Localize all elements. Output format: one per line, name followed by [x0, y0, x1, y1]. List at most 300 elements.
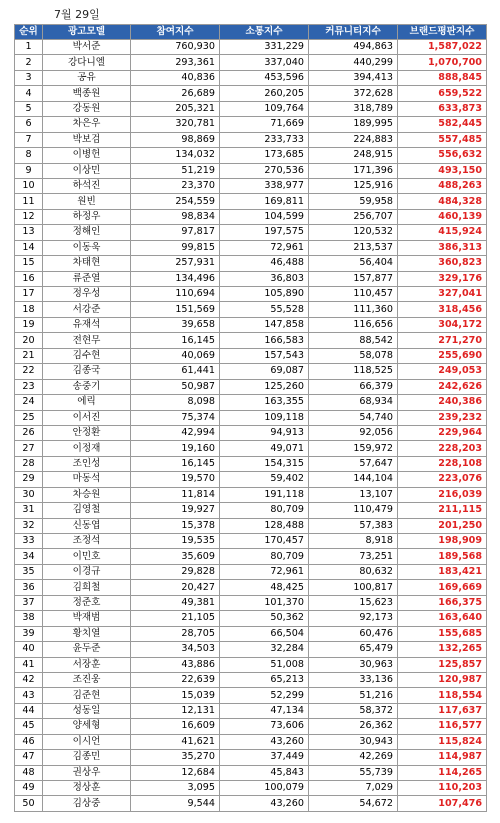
- cell-community: 13,107: [309, 487, 398, 502]
- cell-rank: 37: [15, 595, 43, 610]
- cell-participation: 40,069: [131, 348, 220, 363]
- table-row: [15, 256, 487, 271]
- cell-participation: 49,381: [131, 595, 220, 610]
- cell-model-name: 이정재: [43, 441, 131, 456]
- table-row: [15, 333, 487, 348]
- cell-brand-index: 659,522: [398, 86, 487, 101]
- table-row: [15, 425, 487, 440]
- cell-community: 57,383: [309, 518, 398, 533]
- cell-communication: 43,260: [220, 734, 309, 749]
- table-row: [15, 70, 487, 85]
- cell-brand-index: 582,445: [398, 117, 487, 132]
- cell-brand-index: 460,139: [398, 209, 487, 224]
- cell-community: 111,360: [309, 302, 398, 317]
- cell-participation: 16,145: [131, 456, 220, 471]
- cell-community: 57,647: [309, 456, 398, 471]
- header-participation: 참여지수: [131, 25, 220, 40]
- cell-participation: 134,496: [131, 271, 220, 286]
- cell-communication: 45,843: [220, 765, 309, 780]
- cell-communication: 260,205: [220, 86, 309, 101]
- cell-participation: 97,817: [131, 225, 220, 240]
- cell-brand-index: 304,172: [398, 317, 487, 332]
- cell-brand-index: 386,313: [398, 240, 487, 255]
- cell-brand-index: 228,203: [398, 441, 487, 456]
- table-row: [15, 672, 487, 687]
- cell-community: 171,396: [309, 163, 398, 178]
- cell-brand-index: 556,632: [398, 148, 487, 163]
- cell-brand-index: 271,270: [398, 333, 487, 348]
- cell-brand-index: 557,485: [398, 132, 487, 147]
- cell-community: 440,299: [309, 55, 398, 70]
- cell-rank: 43: [15, 688, 43, 703]
- cell-participation: 21,105: [131, 611, 220, 626]
- cell-community: 372,628: [309, 86, 398, 101]
- cell-model-name: 원빈: [43, 194, 131, 209]
- cell-community: 68,934: [309, 395, 398, 410]
- cell-community: 66,379: [309, 379, 398, 394]
- cell-communication: 50,362: [220, 611, 309, 626]
- cell-communication: 80,709: [220, 503, 309, 518]
- cell-communication: 69,087: [220, 364, 309, 379]
- cell-rank: 48: [15, 765, 43, 780]
- cell-model-name: 황치열: [43, 626, 131, 641]
- cell-participation: 15,039: [131, 688, 220, 703]
- cell-community: 248,915: [309, 148, 398, 163]
- table-row: [15, 657, 487, 672]
- cell-participation: 98,869: [131, 132, 220, 147]
- cell-brand-index: 1,587,022: [398, 40, 487, 55]
- cell-model-name: 조정석: [43, 534, 131, 549]
- table-row: [15, 86, 487, 101]
- cell-participation: 42,994: [131, 425, 220, 440]
- cell-community: 65,479: [309, 642, 398, 657]
- cell-participation: 39,658: [131, 317, 220, 332]
- cell-rank: 23: [15, 379, 43, 394]
- header-row: [15, 25, 487, 40]
- cell-participation: 28,705: [131, 626, 220, 641]
- cell-communication: 157,543: [220, 348, 309, 363]
- cell-communication: 270,536: [220, 163, 309, 178]
- cell-brand-index: 107,476: [398, 796, 487, 811]
- cell-communication: 154,315: [220, 456, 309, 471]
- table-row: [15, 194, 487, 209]
- cell-rank: 17: [15, 287, 43, 302]
- cell-brand-index: 166,375: [398, 595, 487, 610]
- table-row: [15, 595, 487, 610]
- cell-rank: 46: [15, 734, 43, 749]
- cell-rank: 13: [15, 225, 43, 240]
- cell-rank: 47: [15, 750, 43, 765]
- cell-communication: 169,811: [220, 194, 309, 209]
- table-row: [15, 503, 487, 518]
- table-row: [15, 688, 487, 703]
- cell-brand-index: 155,685: [398, 626, 487, 641]
- cell-model-name: 차태현: [43, 256, 131, 271]
- cell-community: 189,995: [309, 117, 398, 132]
- cell-rank: 33: [15, 534, 43, 549]
- cell-model-name: 김영철: [43, 503, 131, 518]
- cell-rank: 18: [15, 302, 43, 317]
- cell-model-name: 안정환: [43, 425, 131, 440]
- cell-brand-index: 114,987: [398, 750, 487, 765]
- cell-model-name: 하정우: [43, 209, 131, 224]
- cell-brand-index: 1,070,700: [398, 55, 487, 70]
- cell-rank: 16: [15, 271, 43, 286]
- cell-participation: 293,361: [131, 55, 220, 70]
- cell-brand-index: 201,250: [398, 518, 487, 533]
- cell-participation: 22,639: [131, 672, 220, 687]
- cell-brand-index: 169,669: [398, 580, 487, 595]
- cell-communication: 73,606: [220, 719, 309, 734]
- cell-brand-index: 633,873: [398, 101, 487, 116]
- cell-community: 394,413: [309, 70, 398, 85]
- cell-community: 88,542: [309, 333, 398, 348]
- cell-participation: 35,270: [131, 750, 220, 765]
- cell-community: 51,216: [309, 688, 398, 703]
- cell-brand-index: 228,108: [398, 456, 487, 471]
- cell-rank: 6: [15, 117, 43, 132]
- cell-rank: 21: [15, 348, 43, 363]
- cell-model-name: 김상중: [43, 796, 131, 811]
- cell-model-name: 전현무: [43, 333, 131, 348]
- cell-communication: 32,284: [220, 642, 309, 657]
- cell-communication: 71,669: [220, 117, 309, 132]
- table-row: [15, 271, 487, 286]
- cell-community: 125,916: [309, 178, 398, 193]
- cell-brand-index: 120,987: [398, 672, 487, 687]
- cell-communication: 233,733: [220, 132, 309, 147]
- header-communication: 소통지수: [220, 25, 309, 40]
- table-row: [15, 302, 487, 317]
- cell-model-name: 김종민: [43, 750, 131, 765]
- date-label: 7월 29일: [54, 8, 100, 21]
- cell-participation: 16,145: [131, 333, 220, 348]
- cell-community: 144,104: [309, 472, 398, 487]
- cell-community: 54,672: [309, 796, 398, 811]
- cell-rank: 35: [15, 564, 43, 579]
- cell-model-name: 조인성: [43, 456, 131, 471]
- cell-brand-index: 117,637: [398, 703, 487, 718]
- cell-brand-index: 360,823: [398, 256, 487, 271]
- cell-rank: 44: [15, 703, 43, 718]
- cell-rank: 4: [15, 86, 43, 101]
- cell-rank: 50: [15, 796, 43, 811]
- cell-participation: 151,569: [131, 302, 220, 317]
- cell-rank: 41: [15, 657, 43, 672]
- cell-community: 159,972: [309, 441, 398, 456]
- cell-community: 58,372: [309, 703, 398, 718]
- table-row: [15, 580, 487, 595]
- table-row: [15, 487, 487, 502]
- cell-participation: 19,535: [131, 534, 220, 549]
- table-row: [15, 364, 487, 379]
- cell-model-name: 박서준: [43, 40, 131, 55]
- cell-brand-index: 211,115: [398, 503, 487, 518]
- cell-rank: 28: [15, 456, 43, 471]
- table-row: [15, 395, 487, 410]
- cell-participation: 9,544: [131, 796, 220, 811]
- cell-communication: 80,709: [220, 549, 309, 564]
- cell-participation: 11,814: [131, 487, 220, 502]
- cell-community: 224,883: [309, 132, 398, 147]
- table-row: [15, 163, 487, 178]
- cell-communication: 337,040: [220, 55, 309, 70]
- cell-model-name: 조진웅: [43, 672, 131, 687]
- cell-rank: 19: [15, 317, 43, 332]
- cell-rank: 20: [15, 333, 43, 348]
- cell-community: 256,707: [309, 209, 398, 224]
- cell-rank: 10: [15, 178, 43, 193]
- cell-rank: 5: [15, 101, 43, 116]
- cell-brand-index: 125,857: [398, 657, 487, 672]
- cell-model-name: 김종국: [43, 364, 131, 379]
- cell-brand-index: 163,640: [398, 611, 487, 626]
- cell-rank: 14: [15, 240, 43, 255]
- cell-communication: 170,457: [220, 534, 309, 549]
- cell-community: 59,958: [309, 194, 398, 209]
- cell-communication: 66,504: [220, 626, 309, 641]
- table-row: [15, 240, 487, 255]
- cell-model-name: 정우성: [43, 287, 131, 302]
- table-row: [15, 719, 487, 734]
- cell-communication: 109,118: [220, 410, 309, 425]
- cell-rank: 7: [15, 132, 43, 147]
- cell-community: 80,632: [309, 564, 398, 579]
- cell-brand-index: 329,176: [398, 271, 487, 286]
- table-row: [15, 209, 487, 224]
- cell-participation: 35,609: [131, 549, 220, 564]
- cell-brand-index: 229,964: [398, 425, 487, 440]
- cell-brand-index: 189,568: [398, 549, 487, 564]
- cell-communication: 147,858: [220, 317, 309, 332]
- cell-model-name: 차승원: [43, 487, 131, 502]
- table-row: [15, 642, 487, 657]
- cell-participation: 26,689: [131, 86, 220, 101]
- table-row: [15, 410, 487, 425]
- table-row: [15, 317, 487, 332]
- cell-communication: 191,118: [220, 487, 309, 502]
- cell-participation: 3,095: [131, 781, 220, 796]
- cell-rank: 36: [15, 580, 43, 595]
- cell-model-name: 이경규: [43, 564, 131, 579]
- cell-communication: 331,229: [220, 40, 309, 55]
- table-row: [15, 101, 487, 116]
- cell-rank: 45: [15, 719, 43, 734]
- table-row: [15, 441, 487, 456]
- cell-model-name: 이동욱: [43, 240, 131, 255]
- cell-model-name: 공유: [43, 70, 131, 85]
- cell-model-name: 강다니엘: [43, 55, 131, 70]
- table-row: [15, 287, 487, 302]
- cell-brand-index: 216,039: [398, 487, 487, 502]
- cell-community: 54,740: [309, 410, 398, 425]
- cell-brand-index: 132,265: [398, 642, 487, 657]
- cell-model-name: 유재석: [43, 317, 131, 332]
- cell-model-name: 윤두준: [43, 642, 131, 657]
- header-rank: 순위: [15, 25, 43, 40]
- table-row: [15, 117, 487, 132]
- cell-community: 56,404: [309, 256, 398, 271]
- cell-rank: 2: [15, 55, 43, 70]
- cell-communication: 109,764: [220, 101, 309, 116]
- cell-participation: 29,828: [131, 564, 220, 579]
- cell-brand-index: 114,265: [398, 765, 487, 780]
- cell-brand-index: 327,041: [398, 287, 487, 302]
- cell-model-name: 이서진: [43, 410, 131, 425]
- cell-communication: 72,961: [220, 564, 309, 579]
- table-row: [15, 626, 487, 641]
- cell-rank: 9: [15, 163, 43, 178]
- cell-community: 8,918: [309, 534, 398, 549]
- cell-community: 60,476: [309, 626, 398, 641]
- cell-participation: 205,321: [131, 101, 220, 116]
- cell-model-name: 에릭: [43, 395, 131, 410]
- table-row: [15, 611, 487, 626]
- cell-communication: 197,575: [220, 225, 309, 240]
- cell-brand-index: 118,554: [398, 688, 487, 703]
- cell-communication: 94,913: [220, 425, 309, 440]
- cell-participation: 19,160: [131, 441, 220, 456]
- cell-rank: 42: [15, 672, 43, 687]
- cell-model-name: 양세형: [43, 719, 131, 734]
- cell-communication: 338,977: [220, 178, 309, 193]
- cell-participation: 50,987: [131, 379, 220, 394]
- cell-participation: 19,570: [131, 472, 220, 487]
- cell-brand-index: 415,924: [398, 225, 487, 240]
- cell-participation: 320,781: [131, 117, 220, 132]
- cell-participation: 760,930: [131, 40, 220, 55]
- cell-community: 42,269: [309, 750, 398, 765]
- cell-model-name: 박재범: [43, 611, 131, 626]
- cell-model-name: 마동석: [43, 472, 131, 487]
- cell-model-name: 강동원: [43, 101, 131, 116]
- cell-model-name: 차은우: [43, 117, 131, 132]
- cell-community: 30,963: [309, 657, 398, 672]
- cell-model-name: 서강준: [43, 302, 131, 317]
- table-row: [15, 55, 487, 70]
- cell-brand-index: 484,328: [398, 194, 487, 209]
- cell-rank: 29: [15, 472, 43, 487]
- cell-model-name: 김수현: [43, 348, 131, 363]
- cell-rank: 22: [15, 364, 43, 379]
- cell-participation: 41,621: [131, 734, 220, 749]
- cell-brand-index: 255,690: [398, 348, 487, 363]
- cell-rank: 24: [15, 395, 43, 410]
- cell-model-name: 신동엽: [43, 518, 131, 533]
- cell-communication: 51,008: [220, 657, 309, 672]
- cell-rank: 26: [15, 425, 43, 440]
- cell-participation: 254,559: [131, 194, 220, 209]
- table-row: [15, 132, 487, 147]
- cell-model-name: 박보검: [43, 132, 131, 147]
- cell-brand-index: 183,421: [398, 564, 487, 579]
- table-row: [15, 518, 487, 533]
- cell-rank: 12: [15, 209, 43, 224]
- cell-community: 318,789: [309, 101, 398, 116]
- cell-brand-index: 493,150: [398, 163, 487, 178]
- cell-brand-index: 249,053: [398, 364, 487, 379]
- brand-reputation-table: [14, 24, 487, 812]
- cell-model-name: 송중기: [43, 379, 131, 394]
- cell-model-name: 이상민: [43, 163, 131, 178]
- header-brand-index: 브랜드평판지수: [398, 25, 487, 40]
- cell-community: 110,457: [309, 287, 398, 302]
- cell-rank: 39: [15, 626, 43, 641]
- cell-model-name: 백종원: [43, 86, 131, 101]
- cell-community: 15,623: [309, 595, 398, 610]
- cell-community: 157,877: [309, 271, 398, 286]
- cell-communication: 101,370: [220, 595, 309, 610]
- cell-participation: 75,374: [131, 410, 220, 425]
- cell-community: 494,863: [309, 40, 398, 55]
- cell-rank: 1: [15, 40, 43, 55]
- cell-brand-index: 488,263: [398, 178, 487, 193]
- cell-brand-index: 198,909: [398, 534, 487, 549]
- cell-rank: 31: [15, 503, 43, 518]
- cell-participation: 110,694: [131, 287, 220, 302]
- cell-participation: 15,378: [131, 518, 220, 533]
- cell-communication: 125,260: [220, 379, 309, 394]
- header-community: 커뮤니티지수: [309, 25, 398, 40]
- table-row: [15, 178, 487, 193]
- cell-community: 33,136: [309, 672, 398, 687]
- cell-communication: 104,599: [220, 209, 309, 224]
- cell-model-name: 이민호: [43, 549, 131, 564]
- cell-participation: 34,503: [131, 642, 220, 657]
- cell-communication: 453,596: [220, 70, 309, 85]
- cell-model-name: 정해인: [43, 225, 131, 240]
- cell-brand-index: 223,076: [398, 472, 487, 487]
- cell-participation: 16,609: [131, 719, 220, 734]
- cell-rank: 8: [15, 148, 43, 163]
- cell-community: 92,173: [309, 611, 398, 626]
- cell-community: 110,479: [309, 503, 398, 518]
- table-row: [15, 796, 487, 811]
- cell-communication: 37,449: [220, 750, 309, 765]
- cell-model-name: 김준현: [43, 688, 131, 703]
- cell-participation: 61,441: [131, 364, 220, 379]
- cell-rank: 27: [15, 441, 43, 456]
- cell-community: 73,251: [309, 549, 398, 564]
- cell-model-name: 하석진: [43, 178, 131, 193]
- cell-communication: 48,425: [220, 580, 309, 595]
- cell-community: 30,943: [309, 734, 398, 749]
- cell-communication: 59,402: [220, 472, 309, 487]
- cell-model-name: 이병헌: [43, 148, 131, 163]
- cell-rank: 40: [15, 642, 43, 657]
- cell-community: 118,525: [309, 364, 398, 379]
- cell-rank: 11: [15, 194, 43, 209]
- table-row: [15, 781, 487, 796]
- cell-community: 7,029: [309, 781, 398, 796]
- table-row: [15, 564, 487, 579]
- cell-rank: 32: [15, 518, 43, 533]
- cell-brand-index: 239,232: [398, 410, 487, 425]
- cell-community: 116,656: [309, 317, 398, 332]
- cell-participation: 99,815: [131, 240, 220, 255]
- cell-participation: 8,098: [131, 395, 220, 410]
- cell-model-name: 류준열: [43, 271, 131, 286]
- cell-rank: 3: [15, 70, 43, 85]
- cell-participation: 98,834: [131, 209, 220, 224]
- cell-communication: 166,583: [220, 333, 309, 348]
- cell-communication: 55,528: [220, 302, 309, 317]
- cell-community: 58,078: [309, 348, 398, 363]
- cell-participation: 23,370: [131, 178, 220, 193]
- cell-model-name: 성동일: [43, 703, 131, 718]
- cell-community: 26,362: [309, 719, 398, 734]
- table-row: [15, 549, 487, 564]
